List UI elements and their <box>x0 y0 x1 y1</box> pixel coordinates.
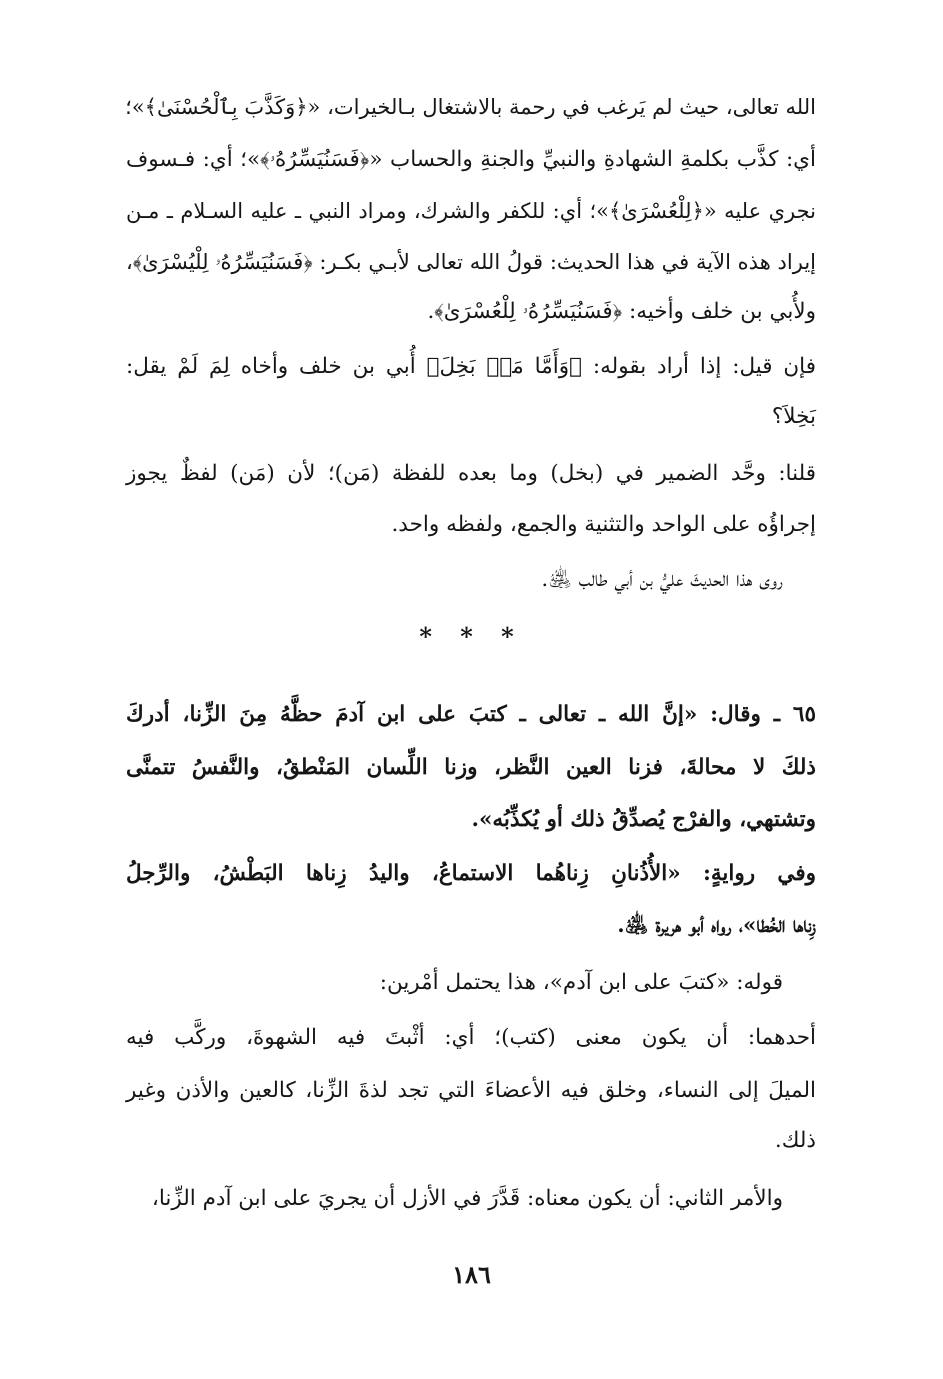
text-line-13: وتشتهي، والفرْج يُصدِّقُ ذلك أو يُكذِّبُه». <box>471 807 816 832</box>
text-line-17: أحدهما: أن يكون معنى (كتب)؛ أي: أثْبتَ فيه الشهوةَ، وركَّب فيه <box>126 1025 816 1050</box>
text-line-20: والأمر الثاني: أن يكون معناه: قَدَّرَ في الأزل أن يجريَ على ابن آدم الزِّنا، <box>151 1186 783 1211</box>
text-line-11: ٦٥ ـ وقال: «إنَّ الله ـ تعالى ـ كتبَ على ابن آدمَ حظَّهُ مِنَ الزِّنا، أدركَ <box>126 702 816 727</box>
text-line-7: بَخِلاَ؟ <box>771 404 816 429</box>
text-line-5: ولأُبي بن خلف وأخيه: ﴿فَسَنُيَسِّرُهُۥ لِلْعُسْرَىٰ﴾. <box>427 299 816 324</box>
text-line-6: فإن قيل: إذا أراد بقوله: ﴿وَأَمَّا مَنۢ بَخِلَ﴾ أُبي بن خلف وأخاه لِمَ لَمْ يقل: <box>126 354 816 379</box>
text-line-1: الله تعالى، حيث لم يَرغب في رحمة بالاشتغال بـالخيرات، «﴿وَكَذَّبَ بِٱلْحُسْنَىٰ﴾»؛ <box>125 95 816 119</box>
text-line-14: وفي روايةٍ: «الأُذُنانِ زِناهُما الاستماعُ، واليدُ زِناها البَطْشُ، والرِّجلُ <box>126 861 816 886</box>
text-line-2: أي: كذَّب بكلمةِ الشهادةِ والنبيِّ والجنةِ والحساب «﴿فَسَنُيَسِّرُهُۥ﴾»؛ أي: فـسوف <box>126 147 816 172</box>
page-number: ١٨٦ <box>452 1260 491 1289</box>
text-line-15: زِناها الخُطا»، رواه أبو هريرة ﵁. <box>617 913 816 938</box>
text-line-4: إيراد هذه الآية في هذا الحديث: قولُ الله تعالى لأبـي بكـر: ﴿فَسَنُيَسِّرُهُۥ لِلْيُسْرَىٰ﴾، <box>126 250 816 274</box>
text-line-18: الميلَ إلى النساء، وخلق فيه الأعضاءَ التي تجد لذةَ الزِّنا، كالعين والأذن وغير <box>126 1078 816 1103</box>
text-line-3: نجري عليه «﴿لِلْعُسْرَىٰ﴾»؛ أي: للكفر والشرك، ومراد النبي ـ عليه السـلام ـ مـن <box>126 199 816 223</box>
text-line-10: روى هذا الحديثَ عليُّ بن أبي طالب ﵁. <box>541 567 783 592</box>
section-separator: * * * <box>419 622 524 651</box>
text-line-16: قوله: «كتبَ على ابن آدم»، هذا يحتمل أمْرين: <box>379 970 783 995</box>
text-line-8: قلنا: وحَّد الضمير في (بخل) وما بعده للفظة (مَن)؛ لأن (مَن) لفظٌ يجوز <box>126 461 816 486</box>
text-line-12: ذلكَ لا محالةَ، فزنا العين النَّظر، وزنا اللِّسان المَنْطقُ، والنَّفسُ تتمنَّى <box>126 755 816 780</box>
text-line-19: ذلك. <box>774 1128 816 1153</box>
text-line-9: إجراؤُه على الواحد والتثنية والجمع، ولفظه واحد. <box>391 512 816 537</box>
